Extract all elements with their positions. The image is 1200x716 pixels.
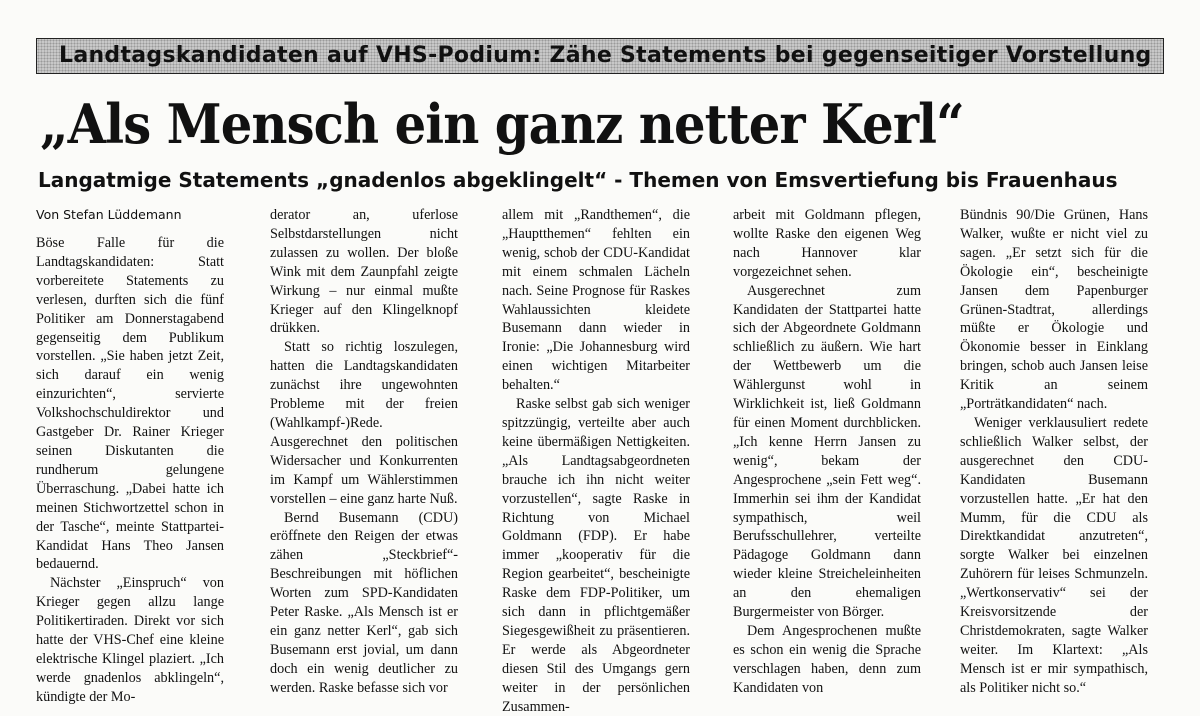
- article-column-2: [270, 206, 458, 696]
- article-paragraph: Raske selbst gab sich weniger spitzzüngig, verteilte aber auch keine übermäßigen Nettigkeiten. „Als Landtagsabgeordneten brauche ich ihn nicht weiter vorzustellen“, sagte Raske in Richtung von Michael Goldmann (FDP). Er habe immer „kooperativ für die Region gearbeitet“, bescheinigte Raske dem FDP-Politiker, um sich dann in pflichtgemäßer Siegesgewißheit zu präsentieren. Er werde als Abgeordneter diesen Stil des Umgangs gern weiter in der persönlichen Zusammen-: [502, 396, 690, 715]
- article-column-3: [502, 206, 690, 715]
- article-column-1: [36, 206, 224, 705]
- kicker-banner: Landtagskandidaten auf VHS-Podium: Zähe Statements bei gegenseitiger Vorstellung: [36, 38, 1164, 74]
- article-paragraph: Bündnis 90/Die Grünen, Hans Walker, wußte er nicht viel zu sagen. „Er setzt sich für die Ökologie ein“, bescheinigte Jansen dem Papenburger Grünen-Stadtrat, allerdings müßte er Ökologie und Ökonomie besser in Einklang bringen, schob auch Jansen leise Kritik an seinem „Porträtkandidaten“ nach.: [960, 207, 1148, 413]
- article-column-4: [733, 206, 921, 696]
- article-paragraph: Statt so richtig loszulegen, hatten die Landtagskandidaten zunächst ihre ungewohnten Probleme mit der freien (Wahlkampf-)Rede. Ausgerechnet den politischen Widersacher und Konkurrenten im Kampf um Wählerstimmen vorstellen – eine ganz harte Nuß.: [270, 339, 458, 507]
- article-paragraph: Bernd Busemann (CDU) eröffnete den Reigen der etwas zähen „Steckbrief“-Beschreibungen mit höflichen Worten zum SPD-Kandidaten Peter Raske. „Als Mensch ist er ein ganz netter Kerl“, gab sich Busemann erst jovial, um dann doch ein wenig deutlicher zu werden. Raske befasse sich vor: [270, 509, 458, 696]
- article-paragraph: allem mit „Randthemen“, die „Hauptthemen“ fehlten ein wenig, schob der CDU-Kandidat mit einem schmalen Lächeln nach. Seine Prognose für Raskes Wahlaussichten kleidete Busemann dann wieder in Ironie: „Die Johannesburg wird einen wichtigen Mitarbeiter behalten.“: [502, 207, 690, 394]
- headline: „Als Mensch ein ganz netter Kerl“: [40, 92, 964, 156]
- article-paragraph: arbeit mit Goldmann pflegen, wollte Raske den eigenen Weg nach Hannover klar vorgezeichnet sehen.: [733, 207, 921, 280]
- article-column-5: [960, 206, 1148, 696]
- article-paragraph: Weniger verklausuliert redete schließlich Walker selbst, der ausgerechnet den CDU-Kandidaten Busemann vorzustellen hatte. „Er hat den Mumm, für die CDU als Direktkandidat anzutreten“, sorgte Walker bei einzelnen Zuhörern für leises Schmunzeln. „Wertkonservativ“ sei der Kreisvorsitzende der Christdemokraten, sagte Walker weiter. Im Klartext: „Als Mensch ist er mir sympathisch, als Politiker nicht so.“: [960, 414, 1148, 696]
- article-paragraph: Dem Angesprochenen mußte es schon ein wenig die Sprache verschlagen haben, denn zum Kandidaten von: [733, 622, 921, 696]
- article-paragraph: Nächster „Einspruch“ von Krieger gegen allzu lange Politikertiraden. Direkt vor sich hatte der VHS-Chef eine kleine elektrische Klingel plaziert. „Ich werde gnadenlos abklingeln“, kündigte der Mo-: [36, 575, 224, 705]
- article-paragraph: derator an, uferlose Selbstdarstellungen nicht zulassen zu wollen. Der bloße Wink mit dem Zaunpfahl zeigte Wirkung – nur einmal mußte Krieger auf den Klingelknopf drükken.: [270, 207, 458, 337]
- article-paragraph: Böse Falle für die Landtagskandidaten: Statt vorbereitete Statements zu verlesen, durften sich die fünf Politiker am Donnerstagabend gegenseitig dem Publikum vorstellen. „Sie haben jetzt Zeit, sich darauf ein wenig einzurichten“, servierte Volkshochschuldirektor und Gastgeber Dr. Rainer Krieger seinen Diskutanten die rundherum gelungene Überraschung. „Dabei hatte ich meinen Stichwortzettel schon in der Tasche“, meinte Stattpartei-Kandidat Hans Theo Jansen bedauernd.: [36, 235, 224, 573]
- article-paragraph: Ausgerechnet zum Kandidaten der Stattpartei hatte sich der Abgeordnete Goldmann schließlich zu äußern. Wie hart der Wettbewerb um die Wählergunst wohl in Wirklichkeit ist, ließ Goldmann für einen Moment durchblicken. „Ich kenne Herrn Jansen zu wenig“, bekam der Angesprochene „sein Fett weg“. Immerhin sei ihm der Kandidat sympathisch, weil Berufsschullehrer, verteilte Pädagoge Goldmann dann wieder kleine Streicheleinheiten an den ehemaligen Burgermeister von Börger.: [733, 282, 921, 621]
- subheadline: Langatmige Statements „gnadenlos abgeklingelt“ - Themen von Emsvertiefung bis Frauenhaus: [38, 168, 1118, 192]
- byline: Von Stefan Lüddemann: [36, 207, 182, 222]
